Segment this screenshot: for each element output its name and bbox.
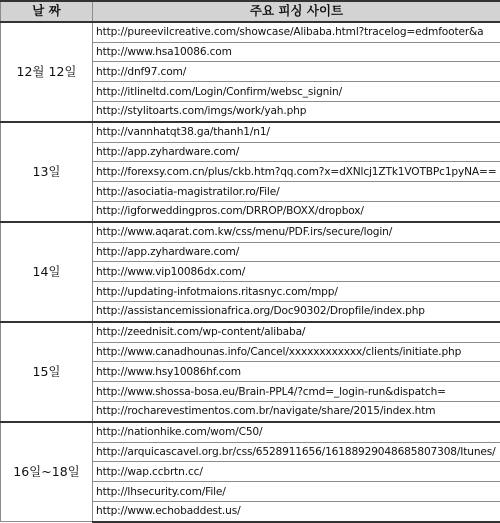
- phishing-url-cell: http://itlineltd.com/Login/Confirm/websc_signin/: [93, 82, 500, 102]
- table-row: [1, 322, 500, 342]
- phishing-url-cell: http://www.canadhounas.info/Cancel/xxxxxxxxxxxx/clients/initiate.php: [93, 342, 500, 362]
- phishing-url-cell: http://www.hsa10086.com: [93, 42, 500, 62]
- phishing-url-cell: http://asociatia-magistratilor.ro/File/: [93, 182, 500, 202]
- date-cell: 15일: [1, 322, 93, 422]
- date-cell: 12월 12일: [1, 22, 93, 122]
- phishing-url-cell: http://pureevilcreative.com/showcase/Alibaba.html?tracelog=edmfooter&a: [93, 22, 500, 42]
- phishing-url-cell: http://wap.ccbrtn.cc/: [93, 462, 500, 482]
- phishing-url-cell: http://updating-infotmaions.ritasnyc.com/mpp/: [93, 282, 500, 302]
- phishing-url-cell: http://www.echobaddest.us/: [93, 501, 500, 521]
- table-row: [1, 122, 500, 142]
- header-row: [1, 1, 500, 22]
- phishing-url-cell: http://app.zyhardware.com/: [93, 142, 500, 162]
- header-sites: 주요 피싱 사이트: [93, 1, 500, 22]
- phishing-url-cell: http://lhsecurity.com/File/: [93, 482, 500, 502]
- phishing-url-cell: http://igforweddingpros.com/DRROP/BOXX/dropbox/: [93, 201, 500, 221]
- table-body: [1, 22, 500, 522]
- phishing-url-cell: http://www.aqarat.com.kw/css/menu/PDF.irs/secure/login/: [93, 222, 500, 242]
- table-row: [1, 422, 500, 442]
- phishing-url-cell: http://assistancemissionafrica.org/Doc90302/Dropfile/index.php: [93, 301, 500, 321]
- phishing-url-cell: http://www.vip10086dx.com/: [93, 262, 500, 282]
- phishing-url-cell: http://www.hsy10086hf.com: [93, 362, 500, 382]
- date-cell: 13일: [1, 122, 93, 222]
- date-cell: 14일: [1, 222, 93, 322]
- phishing-url-cell: http://app.zyhardware.com/: [93, 242, 500, 262]
- phishing-url-cell: http://dnf97.com/: [93, 62, 500, 82]
- date-cell: 16일~18일: [1, 422, 93, 522]
- header-date: 날 짜: [1, 1, 93, 22]
- phishing-url-cell: http://arquicascavel.org.br/css/6528911656/16188929048685807308/Itunes/: [93, 442, 500, 462]
- phishing-url-cell: http://vannhatqt38.ga/thanh1/n1/: [93, 122, 500, 142]
- phishing-url-cell: http://rocharevestimentos.com.br/navigate/share/2015/index.htm: [93, 401, 500, 421]
- table-row: [1, 22, 500, 42]
- phishing-url-cell: http://stylitoarts.com/imgs/work/yah.php: [93, 101, 500, 121]
- phishing-url-cell: http://www.shossa-bosa.eu/Brain-PPL4/?cmd=_login-run&dispatch=: [93, 382, 500, 402]
- phishing-url-cell: http://zeednisit.com/wp-content/alibaba/: [93, 322, 500, 342]
- phishing-url-cell: http://forexsy.com.cn/plus/ckb.htm?qq.com?x=dXNlcj1ZTk1VOTBPc1pyNA==: [93, 162, 500, 182]
- phishing-url-cell: http://nationhike.com/wom/C50/: [93, 422, 500, 442]
- table-row: [1, 222, 500, 242]
